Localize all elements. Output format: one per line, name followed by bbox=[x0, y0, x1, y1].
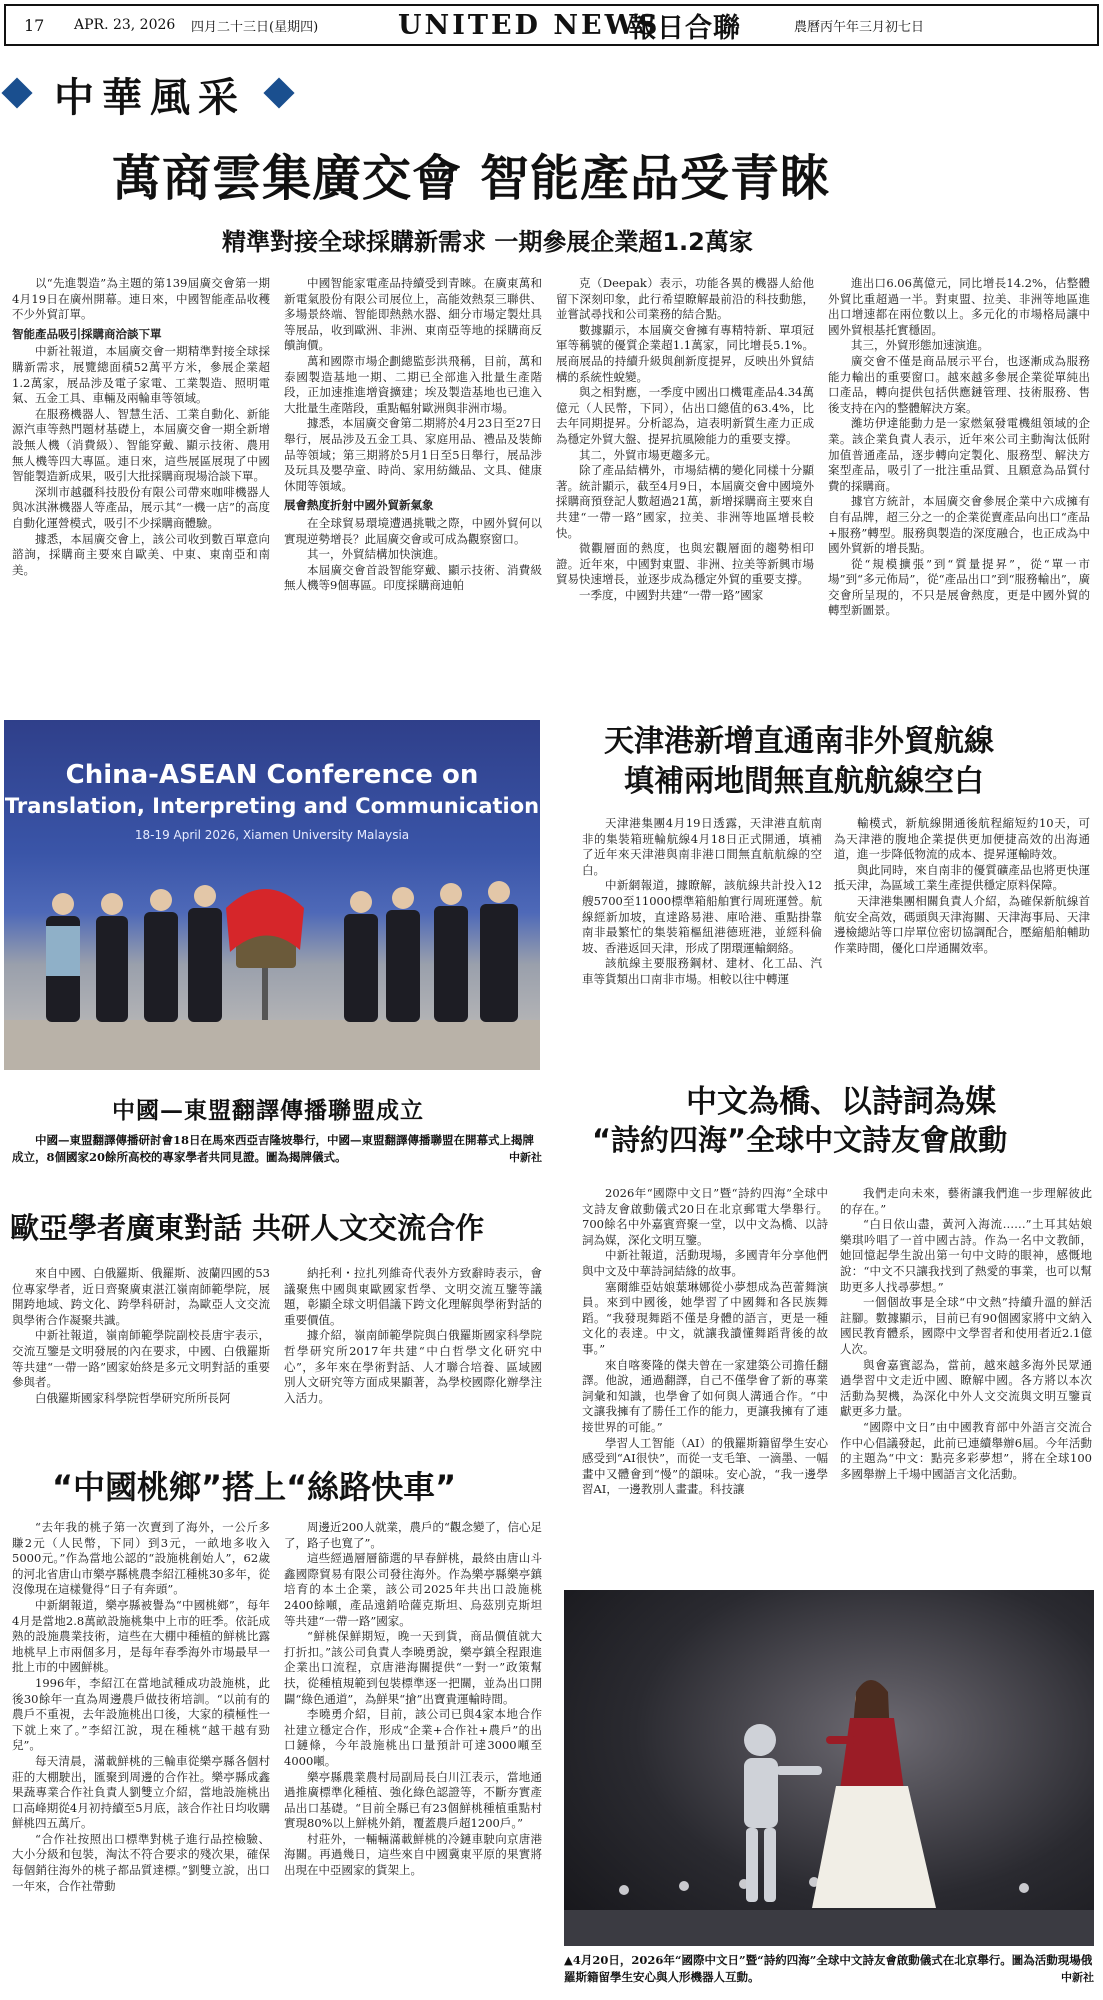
poetry-headline-2: “詩約四海”全球中文詩友會啟動 bbox=[592, 1123, 1008, 1157]
lunar-date: 四月二十三日(星期四) bbox=[191, 19, 319, 35]
photo-banner-sub: 18-19 April 2026, Xiamen University Malaysia bbox=[134, 828, 410, 842]
section-header bbox=[4, 66, 324, 121]
peach-column-1: “去年我的桃子第一次賣到了海外，一公斤多賺2元（人民幣，下同）到3元，一畝地多收入5000元。”作為當地公認的“設施桃創始人”，62歲的河北省唐山市樂亭縣桃農李紹江種桃30多年，從沒像現在這樣覺得“日子有奔頭”。 中新網報道，樂亭縣被譽為“中國桃鄉”，每年4月是當地2.8萬畝設施桃集中上市的旺季。依託成熟的設施農業技術，這些在大棚中種植的鮮桃比露地桃早上市兩個多月，是每年春季海外市場最早一批上市的中國鮮桃。 1996年，李紹江在當地試種成功設施桃，此後30餘年一直為周邊農戶做技術培訓。“以前有的農戶不重視，去年設施桃出口後，大家的積極性一下就上來了。”李紹江說，現在種桃“越干越有勁兒”。 每天清晨，滿載鮮桃的三輪車從樂亭縣各個村莊的大棚駛出，匯聚到周邊的合作社。樂亭縣成鑫果蔬專業合作社負責人劉雙立介紹，當地設施桃出口高峰期從4月初持續至5月底，該合作社日均收購鮮桃四五萬斤。 “合作社按照出口標準對桃子進行品控檢驗、大小分級和包裝，淘汰不符合要求的殘次果，確保每個銷往海外的桃子都品質達標。”劉雙立說，出口一年來，合作社帶動 bbox=[12, 1520, 270, 1893]
lead-column-2: 中國智能家電產品持續受到青睞。在廣東萬和新電氣股份有限公司展位上，高能效熱泵三聯供、多場景終端、智能即熱熱水器、細分市場定製灶具等展品，收到歐洲、非洲、東南亞等地的採購商反饋詢價。 萬和國際市場企劃總監彭洪飛稱，目前，萬和泰國製造基地一期、二期已全部進入批量生產階段，正加速推進增資擴建；埃及製造基地也已進入大批量生產階段，重點輻射歐洲與非洲市場。 據悉，本屆廣交會第二期將於4月23日至27日舉行，展品涉及五金工具、家庭用品、禮品及裝飾品等領域；第三期將於5月1日至5日舉行，展品涉及玩具及嬰孕童、時尚、家用紡織品、文具、健康休閒等領域。 展會熱度折射中國外貿新氣象 在全球貿易環境遭遇挑戰之際，中國外貿何以實現逆勢增長？此屆廣交會或可成為觀察窗口。 其一，外貿結構加快演進。 本屆廣交會首設智能穿戴、顯示技術、消費級無人機等9個專區。印度採購商迪帕 bbox=[284, 276, 542, 593]
farmer-calendar: 農曆丙午年三月初七日 bbox=[794, 19, 925, 35]
conference-scene bbox=[4, 720, 540, 1070]
lead-column-1: 以“先進製造”為主題的第139屆廣交會第一期4月19日在廣州開幕。連日來，中國智能產品收穫不少外貿訂單。 智能產品吸引採購商洽談下單 中新社報道，本屆廣交會一期精準對接全球採購新需求，展覽總面積52萬平方米，參展企業超1.2萬家，展品涉及電子家電、工業製造、照明電氣、五金工具、車輛及兩輪車等領域。 在服務機器人、智慧生活、工業自動化、新能源汽車等熱門題材基礎上，本屆廣交會一期全新增設無人機（消費級）、智能穿戴、顯示技術、農用無人機等四大專區。連日來，這些展區展現了中國智能製造新成果，吸引大批採購商現場洽談下單。 深圳市越疆科技股份有限公司帶來咖啡機器人與冰淇淋機器人等產品，展示其“一機一店”的高度自動化運營模式，吸引不少採購商體驗。 據悉，本屆廣交會上，該公司收到數百單意向諮詢，採購商主要來自歐美、中東、東南亞和南美。 bbox=[12, 276, 270, 577]
eurasia-headline: 歐亞學者廣東對話 共研人文交流合作 bbox=[10, 1211, 485, 1245]
peach-headline: “中國桃鄉”搭上“絲路快車” bbox=[52, 1468, 457, 1506]
asean-caption-headline: 中國—東盟翻譯傳播聯盟成立 bbox=[112, 1097, 424, 1124]
tianjin-column-1: 天津港集團4月19日透露，天津港直航南非的集裝箱班輪航線4月18日正式開通，填補了近年來天津港與南非港口間無直航航線的空白。 中新網報道，據瞭解，該航線共計投入12艘5700至11000標準箱船舶實行周班運營。航線經新加坡，直達路易港、庫哈港、重點掛靠南非最繁忙的集裝箱樞紐港德班港，並經科倫坡、香港返回天津，形成了閉環運輸網絡。 該航線主要服務鋼材、建材、化工品、汽車等貨類出口南非市場。相較以往中轉運 bbox=[582, 816, 822, 986]
photo-credit: 中新社 bbox=[509, 1151, 542, 1164]
subhead: 展會熱度折射中國外貿新氣象 bbox=[284, 498, 434, 513]
photo-credit: 中新社 bbox=[1061, 1971, 1094, 1984]
paper-name-cn: 報日合聯 bbox=[629, 12, 741, 44]
lead-column-4: 進出口6.06萬億元，同比增長14.2%，佔整體外貿比重超過一半。對東盟、拉美、非洲等地區進出口增速都在兩位數以上。多元化的市場格局讓中國外貿根基托實穩固。 其三，外貿形態加速演進。 廣交會不僅是商品展示平台，也逐漸成為服務能力輸出的重要窗口。越來越多參展企業從單純出口產品，轉向提供包括供應鏈管理、技術服務、售後支持在內的整體解決方案。 濰坊伊達能動力是一家燃氣發電機組領域的企業。該企業負責人表示，近年來公司主動淘汰低附加值普通產品，逐步轉向定製化、服務型、解決方案型產品，吸引了一批注重品質、且願意為品質付費的採購商。 據官方統計，本屆廣交會參展企業中六成擁有自有品牌，超三分之一的企業從賣產品向出口“產品+服務”轉型。服務與製造的深度融合，也正成為中國外貿新的增長點。 從“規模擴張”到“質量提昇”，從“單一市場”到“多元佈局”，從“產品出口”到“服務輸出”，廣交會所呈現的，不只是展會熱度，更是中國外貿的轉型新圖景。 bbox=[828, 276, 1090, 618]
eurasia-column-1: 來自中國、白俄羅斯、俄羅斯、波蘭四國的53位專家學者，近日齊聚廣東湛江嶺南師範學院，展開跨地域、跨文化、跨學科研討，為歐亞人文交流與學術合作凝聚共識。 中新社報道，嶺南師範學院副校長唐宇表示，交流互鑒是文明發展的內在要求，中國、白俄羅斯等共建“一帶一路”國家始終是多元文明對話的重要參與者。 白俄羅斯國家科學院哲學研究所所長阿 bbox=[12, 1266, 270, 1405]
poetry-photo-caption: ▲4月20日，2026年“國際中文日”暨“詩約四海”全球中文詩友會啟動儀式在北京舉行。圖為活動現場俄羅斯籍留學生安心與人形機器人互動。 中新社 bbox=[564, 1953, 1094, 1984]
poetry-headline-1: 中文為橋、以詩詞為媒 bbox=[686, 1084, 996, 1120]
section-title: 中華風采 bbox=[54, 74, 246, 121]
poetry-event-photo bbox=[564, 1590, 1094, 1946]
tianjin-headline-2: 填補兩地間無直航航線空白 bbox=[624, 764, 984, 799]
poetry-column-2: 我們走向未來，藝術讓我們進一步理解彼此的存在。” “白日依山盡，黃河入海流……”土耳其姑娘樂琪吟唱了一首中國古詩。作為一名中文教師，她回憶起學生說出第一句中文時的眼神，感慨地說：“中文不只讓我找到了熱愛的事業，也可以幫助更多人找尋夢想。” 一個個故事是全球“中文熱”持續升溫的鮮活註腳。數據顯示，目前已有90個國家將中文納入國民教育體系，國際中文學習者和使用者近2.1億人次。 與會嘉賓認為，當前，越來越多海外民眾通過學習中文走近中國、瞭解中國。各方將以本次活動為契機，為深化中外人文交流與文明互鑒貢獻更多力量。 “國際中文日”由中國教育部中外語言交流合作中心倡議發起，此前已連續舉辦6屆。今年活動的主題為“中文：點亮多彩夢想”，將在全球100多國舉辦上千場中國語言文化活動。 bbox=[840, 1186, 1092, 1481]
peach-column-2: 周邊近200人就業，農戶的“觀念變了，信心足了，路子也寬了”。 這些經過層層篩選的早春鮮桃，最終由唐山斗鑫國際貿易有限公司發往海外。作為樂亭縣樂亭鎮培育的本土企業，該公司2025年共出口設施桃2400餘噸，產品遠銷哈薩克斯坦、烏茲別克斯坦等共建“一帶一路”國家。 “鮮桃保鮮期短，晚一天到貨，商品價值就大打折扣。”該公司負責人李曉勇說，樂亭鎮全程跟進企業出口流程，京唐港海關提供“一對一”政策幫扶，從種植規範到包裝標準逐一把關，並為出口開闢“綠色通道”，為鮮果“搶”出寶貴運輸時間。 李曉勇介紹，目前，該公司已與4家本地合作社建立穩定合作，形成“企業+合作社+農戶”的出口鏈條，今年設施桃出口量預計可達3000噸至4000噸。 樂亭縣農業農村局副局長白川江表示，當地通過推廣標準化種植、強化綠色認證等，不斷夯實產品出口基礎。“目前全縣已有23個鮮桃種植重點村實現80%以上鮮桃外銷，覆蓋農戶超1200戶。” 村莊外，一輛輛滿載鮮桃的冷鏈車駛向京唐港海關。再過幾日，這些來自中國冀東平原的果實將出現在中亞國家的貨架上。 bbox=[284, 1520, 542, 1878]
diamond-icon bbox=[1, 77, 32, 108]
photo-banner-title-1: China-ASEAN Conference on bbox=[65, 760, 479, 790]
paper-name-en: UNITED NEWS bbox=[398, 9, 661, 41]
masthead bbox=[4, 4, 1099, 46]
subhead: 智能產品吸引採購商洽談下單 bbox=[12, 326, 162, 341]
lead-headline: 萬商雲集廣交會 智能產品受青睞 bbox=[112, 150, 831, 207]
poetry-column-1: 2026年“國際中文日”暨“詩約四海”全球中文詩友會啟動儀式20日在北京郵電大學舉行。700餘名中外嘉賓齊聚一堂，以中文為橋、以詩詞為媒，深化文明互鑒。 中新社報道，活動現場，多國青年分享他們與中文及中華詩詞結緣的故事。 塞爾維亞姑娘葉琳娜從小夢想成為芭蕾舞演員。來到中國後，她學習了中國舞和各民族舞蹈。“我發現舞蹈不僅是身體的語言，更是一種文化的表達。中文，就讓我讀懂舞蹈背後的故事。” 來自喀麥隆的傑夫曾在一家建築公司擔任翻譯。他說，通過翻譯，自己不僅學會了新的專業詞彙和知識，也學會了如何與人溝通合作。“中文讓我擁有了勝任工作的能力，更讓我擁有了連接世界的可能。” 學習人工智能（AI）的俄羅斯籍留學生安心感受到“AI很快”，而從一支毛筆、一滴墨、一幅畫中又體會到“慢”的韻味。安心說，“我一邊學習AI，一邊教別人畫畫。科技讓 bbox=[582, 1186, 828, 1497]
stage-scene bbox=[564, 1590, 1094, 1946]
photo-banner-title-2: Translation, Interpreting and Communication bbox=[4, 794, 540, 818]
issue-date: APR. 23, 2026 bbox=[74, 17, 176, 33]
asean-caption: 中國—東盟翻譯傳播研討會18日在馬來西亞吉隆坡舉行，中國—東盟翻譯傳播聯盟在開幕式上揭牌成立，8個國家20餘所高校的專家學者共同見證。圖為揭牌儀式。 中新社 bbox=[12, 1133, 542, 1164]
lead-subheadline: 精準對接全球採購新需求 一期參展企業超1.2萬家 bbox=[222, 228, 753, 256]
eurasia-column-2: 納托利・拉扎列維奇代表外方致辭時表示，會議聚焦中國與東歐國家哲學、文明交流互鑒等議題，彰顯全球文明倡議下跨文化理解與學術對話的重要價值。 據介紹，嶺南師範學院與白俄羅斯國家科學院哲學研究所2017年共建“中白哲學文化研究中心”，多年來在學術對話、人才聯合培養、區域國別人文研究等方面成果顯著，為學校國際化辦學注入活力。 bbox=[284, 1266, 542, 1405]
page-number: 17 bbox=[24, 15, 45, 35]
diamond-icon bbox=[263, 77, 294, 108]
lead-column-3: 克（Deepak）表示，功能各異的機器人給他留下深刻印象，此行希望瞭解最前沿的科技動態，並嘗試尋找和公司業務的結合點。 數據顯示，本屆廣交會擁有專精特新、單項冠軍等稱號的優質企業超1.1萬家，同比增長5.1%。展商展品的持續升級與創新度提昇，反映出外貿結構的系統性蛻變。 與之相對應，一季度中國出口機電產品4.34萬億元（人民幣，下同），佔出口總值的63.4%，比去年同期提昇。分析認為，這表明新質生產力正成為穩定外貿大盤、提昇抗風險能力的重要支撐。 其二，外貿市場更趨多元。 除了產品結構外，市場結構的變化同樣十分顯著。統計顯示，截至4月9日，本屆廣交會中國境外採購商預登記人數超過21萬，新增採購商主要來自共建“一帶一路”國家，拉美、非洲等地區增長較快。 微觀層面的熱度，也與宏觀層面的趨勢相印證。近年來，中國對東盟、非洲、拉美等新興市場貿易快速增長，並逐步成為穩定外貿的重要支撐。 一季度，中國對共建“一帶一路”國家 bbox=[556, 276, 814, 602]
tianjin-headline-1: 天津港新增直通南非外貿航線 bbox=[604, 724, 994, 759]
tianjin-column-2: 輸模式，新航線開通後航程縮短約10天，可為天津港的腹地企業提供更加便捷高效的出海通道，進一步降低物流的成本、提昇運輸時效。 與此同時，來自南非的優質礦產品也將更快運抵天津，為區域工業生產提供穩定原料保障。 天津港集團相關負責人介紹，為確保新航線首航安全高效，碼頭與天津海關、天津海事局、天津邊檢總站等口岸單位密切協調配合，壓縮船舶輔助作業時間，優化口岸通關效率。 bbox=[834, 816, 1090, 955]
asean-conference-photo bbox=[4, 720, 540, 1070]
